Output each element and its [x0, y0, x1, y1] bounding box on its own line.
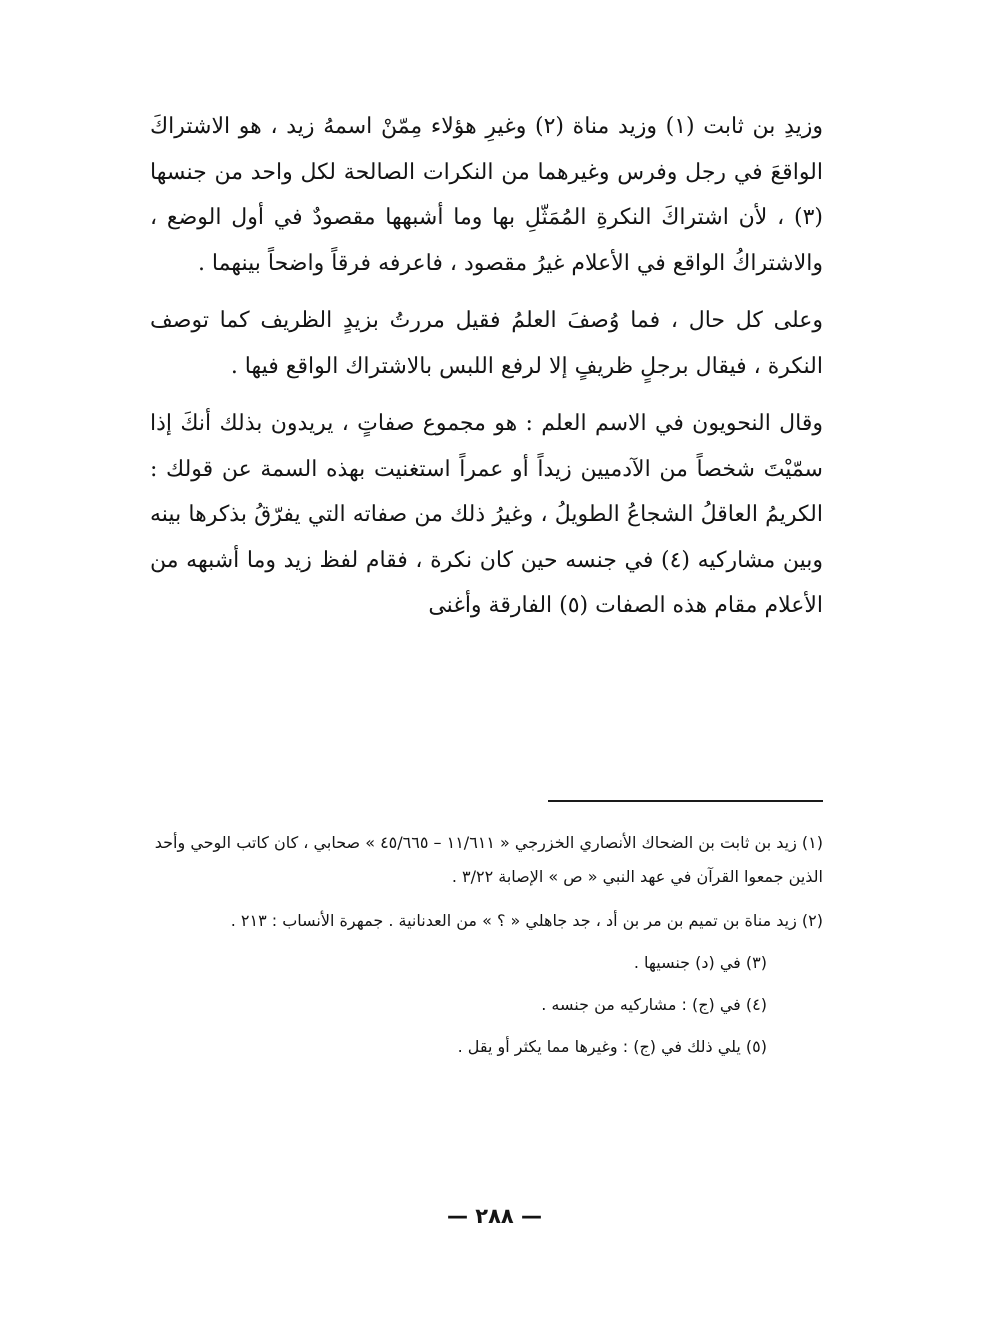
paragraph-1: وزيدِ بن ثابت (١) وزيد مناة (٢) وغيرِ هؤلاء مِمّنْ اسمهُ زيد ، هو الاشتراكَ الواقعَ في رجل وفرس وغيرهما من النكرات الصالحة لكل واحد من جنسها (٣) ، لأن اشتراكَ النكرةِ المُمَثّلِ بها وما أشبهها مقصودٌ في أول الوضع ، والاشتراكُ الواقع في الأعلام غيرُ مقصود ، فاعرفه فرقاً واضحاً بينهما . [150, 114, 823, 276]
footnote-separator [548, 800, 823, 802]
paragraph-2: وعلى كل حال ، فما وُصفَ العلمُ فقيل مررتُ بزيدٍ الظريف كما توصف النكرة ، فيقال برجلٍ ظريفٍ إلا لرفع اللبس بالاشتراك الواقع فيها . [150, 308, 823, 379]
footnotes [150, 826, 823, 1064]
page-number: — ٢٨٨ — [446, 1204, 543, 1228]
main-text [150, 104, 823, 629]
footnote-1: (١) زيد بن ثابت بن الضحاك الأنصاري الخزرجي « ١١/٦١١ – ٤٥/٦٦٥ » صحابي ، كان كاتب الوحي وأحد الذين جمعوا القرآن في عهد النبي « ص » الإصابة ٣/٢٢ . [154, 833, 823, 886]
footnote-3: (٣) في (د) جنسيها . [633, 953, 767, 972]
footnote-5: (٥) يلي ذلك في (ج) : وغيرها مما يكثر أو يقل . [457, 1037, 767, 1056]
footnote-4: (٤) في (ج) : مشاركيه من جنسه . [541, 995, 767, 1014]
footnote-2: (٢) زيد مناة بن تميم بن مر بن أد ، جد جاهلي « ؟ » من العدنانية . جمهرة الأنساب : ٢١٣ . [230, 911, 823, 930]
paragraph-3: وقال النحويون في الاسم العلم : هو مجموع صفاتٍ ، يريدون بذلك أنكَ إذا سمّيْتَ شخصاً من الآدميين زيداً أو عمراً استغنيت بهذه السمة عن قولك : الكريمُ العاقلُ الشجاعُ الطويلُ ، وغيرُ ذلك من صفاته التي يفرّقُ بذكرها بينه وبين مشاركيه (٤) في جنسه حين كان نكرة ، فقام لفظ زيد وما أشبهه من الأعلام مقام هذه الصفات (٥) الفارقة وأغنى [150, 411, 823, 618]
